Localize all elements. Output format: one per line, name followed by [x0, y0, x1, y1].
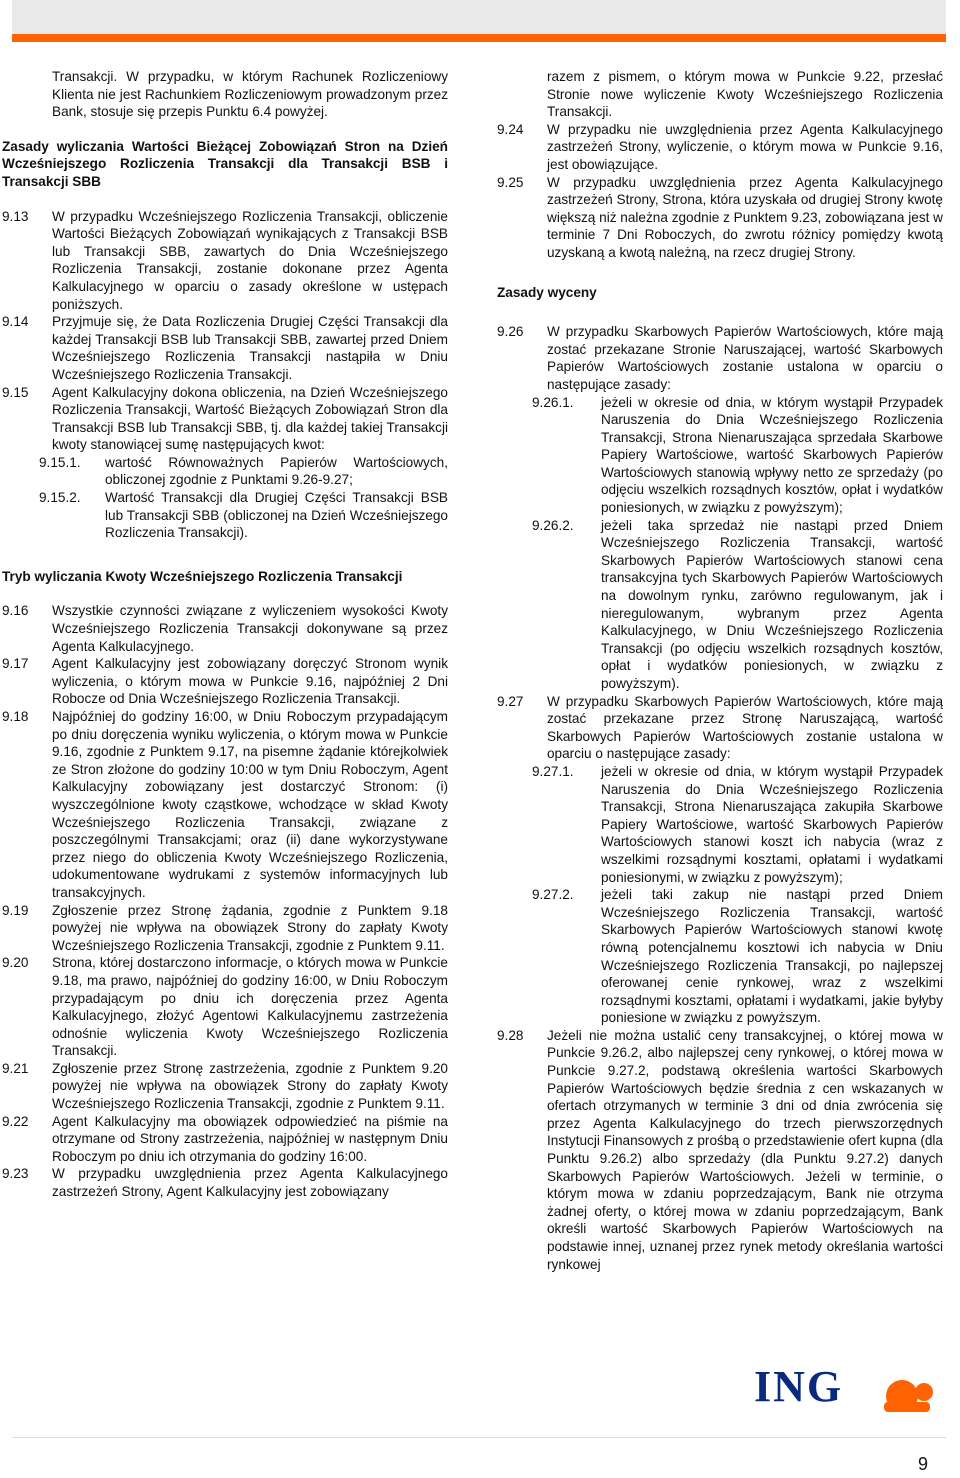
- clause-9-14: [2, 313, 448, 383]
- clause-9-27-1: [532, 763, 943, 886]
- clause-text: Przyjmuje się, że Data Rozliczenia Drugiej Części Transakcji dla każdej Transakcji BSB lub Transakcji SBB, zawartej przed Dniem Wcześniejszego Rozliczenia Transakcji nastąpiła w Dniu Wcześniejszego Rozliczenia Transakcji.: [52, 314, 448, 382]
- page-number: 9: [918, 1454, 929, 1474]
- clause-9-13: [2, 208, 448, 314]
- clause-text: Wartość Transakcji dla Drugiej Części Transakcji BSB lub Transakcji SBB (obliczonej na Dzień Wcześniejszego Rozliczenia Transakcji).: [105, 490, 448, 541]
- clause-number: 9.23: [2, 1166, 29, 1182]
- clause-number: 9.19: [2, 902, 29, 918]
- clause-number: 9.26.1.: [532, 394, 574, 410]
- clause-number: 9.26.2.: [532, 517, 574, 533]
- clause-text: W przypadku uwzględnienia przez Agenta Kalkulacyjnego zastrzeżeń Strony, Strona, która uzyskała od drugiej Strony kwotę większą niż należna zgodnie z Punktem 9.23, zobowiązana jest w terminie 7 Dni Roboczych, do zwrotu różnicy pomiędzy kwotą uzyskaną a kwotą należną, na rzecz drugiej Strony.: [547, 174, 943, 260]
- clause-number: 9.15.1.: [39, 454, 81, 470]
- section-heading-valuation-rules: Zasady wyceny: [497, 284, 597, 300]
- clause-text: Wszystkie czynności związane z wyliczeniem wysokości Kwoty Wcześniejszego Rozliczenia Transakcji dokonywane są przez Agenta Kalkulacyjnego.: [52, 603, 448, 654]
- clause-9-15: [2, 384, 448, 454]
- clause-9-15-2: [39, 489, 448, 542]
- clause-9-19: [2, 902, 448, 955]
- clause-9-26-2: [532, 517, 943, 693]
- clause-text: W przypadku Skarbowych Papierów Wartościowych, które mają zostać przekazane Stronie Naruszającej, wartość Skarbowych Papierów Wartościowych zostanie ustalona w oparciu o następujące zasady:: [547, 324, 943, 392]
- clause-number: 9.27: [497, 693, 524, 709]
- clause-number: 9.27.2.: [532, 887, 574, 903]
- clause-number: 9.28: [497, 1027, 524, 1043]
- clause-9-22: [2, 1113, 448, 1166]
- clause-9-15-1: [39, 454, 448, 489]
- clause-text: wartość Równoważnych Papierów Wartościowych, obliczonej zgodnie z Punktami 9.26-9.27;: [105, 454, 448, 488]
- clause-number: 9.27.1.: [532, 763, 574, 779]
- clause-text: jeżeli w okresie od dnia, w którym wystąpił Przypadek Naruszenia do Dnia Wcześniejszego Rozliczenia Transakcji, Strona Nienaruszająca sprzedała Skarbowe Papiery Wartościowe, wartość Skarbowych Papierów Wartościowych stanowią wpływy netto ze sprzedaży (po odjęciu wszelkich rozsądnych kosztów, opłat i wydatków poniesionych, w związku z powyższym);: [601, 394, 943, 516]
- clause-text: W przypadku Skarbowych Papierów Wartościowych, które mają zostać przekazane przez Stronę Naruszającą, wartość Skarbowych Papierów Wartościowych zostanie ustalona w oparciu o następujące zasady:: [547, 693, 943, 762]
- intro-paragraph: Transakcji. W przypadku, w którym Rachunek Rozliczeniowy Klienta nie jest Rachunkiem Rozliczeniowym prowadzonym przez Bank, stosuje się przepis Punktu 6.4 powyżej.: [52, 69, 448, 120]
- clause-9-23: [2, 1165, 448, 1200]
- clause-number: 9.26: [497, 324, 524, 340]
- header-band: [12, 0, 946, 34]
- clause-9-18: [2, 708, 448, 902]
- ing-logo: [752, 1362, 942, 1426]
- clause-number: 9.16: [2, 603, 29, 619]
- clause-text: jeżeli w okresie od dnia, w którym wystąpił Przypadek Naruszenia do Dnia Wcześniejszego Rozliczenia Transakcji, Strona Nienaruszająca zakupiła Skarbowe Papiery Wartościowe, wartość Skarbowych Papierów Wartościowych stanowi koszt ich nabycia (wraz z wszelkimi rozsądnymi kosztami, opłatami i wydatkami poniesionymi, w związku z powyższym);: [601, 763, 943, 885]
- clause-number: 9.24: [497, 121, 524, 137]
- clause-text: W przypadku nie uwzględnienia przez Agenta Kalkulacyjnego zastrzeżeń Strony, wyliczenie, o którym mowa w Punkcie 9.16, jest obowiązujące.: [547, 121, 943, 172]
- clause-9-28: [497, 1027, 943, 1273]
- clause-9-21: [2, 1060, 448, 1113]
- ing-logo-wordmark: ING: [754, 1362, 844, 1411]
- clause-number: 9.21: [2, 1060, 29, 1076]
- clause-number: 9.15: [2, 384, 29, 400]
- clause-text: Jeżeli nie można ustalić ceny transakcyjnej, o której mowa w Punkcie 9.26.2, albo najlepszej ceny rynkowej, o której mowa w Punkcie 9.27.2, podstawą określenia wartości Skarbowych Papierów Wartościowych będzie średnia z cen wskazanych w ofertach otrzymanych w terminie 3 dni od dnia zwrócenia się przez Agenta Kalkulacyjnego do trzech pierwszorzędnych Instytucji Finansowych z prośbą o przedstawienie ofert kupna (dla Punktu 9.26.2) albo sprzedaży (dla Punktu 9.27.2) danych Skarbowych Papierów Wartościowych. Jeżeli w terminie, o którym mowa w zdaniu poprzedzającym, Bank nie otrzyma żadnej oferty, o której mowa w zdaniu poprzedzającym, Bank określi wartość Skarbowych Papierów Wartościowych na podstawie innej, uznanej przez rynek metody określania wartości rynkowej: [547, 1027, 943, 1272]
- section-heading-valuation-bsb-sbb: Zasady wyliczania Wartości Bieżącej Zobowiązań Stron na Dzień Wcześniejszego Rozliczenia Transakcji dla Transakcji BSB i Transakcji SBB: [2, 138, 448, 189]
- clause-text: jeżeli taka sprzedaż nie nastąpi przed Dniem Wcześniejszego Rozliczenia Transakcji, wartość Skarbowych Papierów Wartościowych stanowi cena transakcyjna tych Skarbowych Papierów Wartościowych na dowolnym rynku, zarówno regulowanym, jak i nieregulowanym, wybranym przez Agenta Kalkulacyjnego, w Dniu Wcześniejszego Rozliczenia Transakcji (po odjęciu wszelkich rozsądnych kosztów, opłat i wydatków poniesionych, w związku z powyższym).: [601, 517, 943, 691]
- clause-9-26-1: [532, 394, 943, 517]
- clause-text: Zgłoszenie przez Stronę żądania, zgodnie z Punktem 9.18 powyżej nie wpływa na obowiązek Strony do zapłaty Kwoty Wcześniejszego Rozliczenia Transakcji, zgodnie z Punktem 9.11.: [52, 902, 448, 953]
- clause-text: jeżeli taki zakup nie nastąpi przed Dniem Wcześniejszego Rozliczenia Transakcji, wartość Skarbowych Papierów Wartościowych stanowi kwotę równą potencjalnemu kosztowi ich nabycia w Dniu Wcześniejszego Rozliczenia Transakcji, po najlepszej oferowanej cenie rynkowej, wraz z wszelkimi rozsądnymi kosztami, opłatami i wydatkami, jakie byłyby poniesione w związku z powyższym.: [601, 887, 943, 1026]
- clause-9-17: [2, 655, 448, 708]
- clause-number: 9.13: [2, 208, 29, 224]
- clause-9-27-2: [532, 886, 943, 1027]
- clause-number: 9.14: [2, 314, 29, 330]
- clause-9-24: [497, 121, 943, 174]
- clause-number: 9.22: [2, 1113, 29, 1129]
- footer-divider: [12, 1437, 946, 1438]
- clause-number: 9.25: [497, 174, 524, 190]
- header-accent-bar: [12, 34, 946, 42]
- clause-9-23-continuation: razem z pismem, o którym mowa w Punkcie 9.22, przesłać Stronie nowe wyliczenie Kwoty Wcześniejszego Rozliczenia Transakcji.: [547, 69, 943, 120]
- left-column: [2, 68, 448, 1201]
- clause-text: W przypadku uwzględnienia przez Agenta Kalkulacyjnego zastrzeżeń Strony, Agent Kalkulacyjny jest zobowiązany: [52, 1166, 448, 1200]
- section-heading-calculation-mode: Tryb wyliczania Kwoty Wcześniejszego Rozliczenia Transakcji: [2, 568, 403, 584]
- right-column: [497, 68, 943, 1273]
- clause-text: Najpóźniej do godziny 16:00, w Dniu Roboczym przypadającym po dniu doręczenia wyniku wyliczenia, o którym mowa w Punkcie 9.16, zgodnie z Punktem 9.17, na pisemne żądanie którejkolwiek ze Stron złożone do godziny 10:00 w tym Dniu Roboczym, Agent Kalkulacyjny zobowiązany jest dostarczyć Stronom: (i) wyszczególnione kwoty cząstkowe, wchodzące w skład Kwoty Wcześniejszego Rozliczenia Transakcji, związane z poszczególnymi Transakcjami; oraz (ii) dane wykorzystywane przez niego do obliczenia Kwoty Wcześniejszego Rozliczenia, udokumentowane wydrukami z systemów informacyjnych lub transakcyjnych.: [52, 709, 448, 900]
- clause-9-25: [497, 174, 943, 262]
- clause-number: 9.18: [2, 709, 29, 724]
- clause-9-26: [497, 323, 943, 393]
- clause-text: Agent Kalkulacyjny ma obowiązek odpowiedzieć na piśmie na otrzymane od Strony zastrzeżenia, najpóźniej w następnym Dniu Roboczym po dniu ich otrzymania do godziny 16:00.: [52, 1113, 448, 1164]
- clause-text: Agent Kalkulacyjny dokona obliczenia, na Dzień Wcześniejszego Rozliczenia Transakcji, Wartość Bieżących Zobowiązań Stron dla Transakcji BSB lub Transakcji SBB, tj. dla każdej takiej Transakcji kwoty stanowiącej sumę następujących kwot:: [52, 384, 448, 453]
- clause-number: 9.20: [2, 955, 29, 971]
- clause-number: 9.15.2.: [39, 490, 81, 506]
- clause-9-20: [2, 954, 448, 1060]
- clause-text: Zgłoszenie przez Stronę zastrzeżenia, zgodnie z Punktem 9.20 powyżej nie wpływa na obowiązek Strony do zapłaty Kwoty Wcześniejszego Rozliczenia Transakcji, zgodnie z Punktem 9.11.: [52, 1060, 448, 1112]
- clause-text: Agent Kalkulacyjny jest zobowiązany doręczyć Stronom wynik wyliczenia, o którym mowa w Punkcie 9.16, najpóźniej 2 Dni Robocze od Dnia Wcześniejszego Rozliczenia Transakcji.: [52, 656, 448, 707]
- clause-text: Strona, której dostarczono informacje, o których mowa w Punkcie 9.18, ma prawo, najpóźniej do godziny 16:00, w Dniu Roboczym przypadającym po dniu ich doręczenia przez Agenta Kalkulacyjnego, złożyć Agentowi Kalkulacyjnemu zastrzeżenia odnośnie wyliczenia Kwoty Wcześniejszego Rozliczenia Transakcji.: [52, 955, 448, 1059]
- clause-number: 9.17: [2, 656, 29, 672]
- clause-text: W przypadku Wcześniejszego Rozliczenia Transakcji, obliczenie Wartości Bieżących Zobowiązań wynikających z Transakcji BSB lub Transakcji SBB, zawartych do Dnia Wcześniejszego Rozliczenia Transakcji, zostanie dokonane przez Agenta Kalkulacyjnego w oparciu o zasady określone w ustępach poniższych.: [52, 208, 448, 312]
- clause-9-16: [2, 602, 448, 655]
- clause-9-27: [497, 693, 943, 763]
